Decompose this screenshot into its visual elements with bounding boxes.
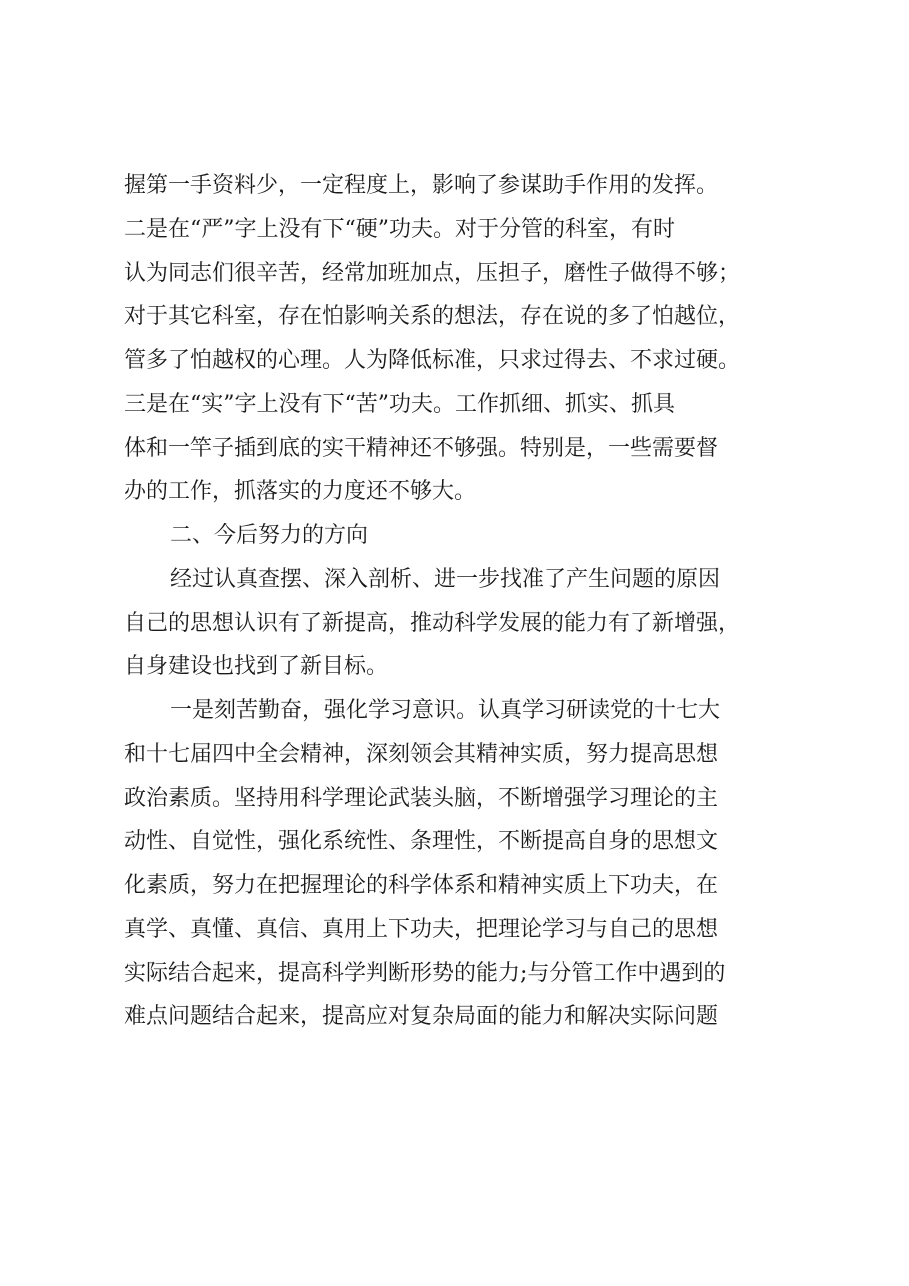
body-text — [124, 164, 804, 1039]
section-heading: 二、今后努力的方向 — [170, 523, 369, 548]
text-line: 和十七届四中全会精神，深刻领会其精神实质，努力提高思想 — [124, 741, 719, 767]
text-line: 体和一竿子插到底的实干精神还不够强。特别是，一些需要督 — [124, 435, 719, 461]
text-line: 管多了怕越权的心理。人为降低标准，只求过得去、不求过硬。 — [124, 348, 741, 373]
text-line: 难点问题结合起来，提高应对复杂局面的能力和解决实际问题 — [124, 1004, 719, 1030]
text-line: 自身建设也找到了新目标。 — [124, 654, 389, 680]
text-line: 自己的思想认识有了新提高，推动科学发展的能力有了新增强， — [124, 610, 741, 636]
paragraph-start: 一是刻苦勤奋，强化学习意识。认真学习研读党的十七大 — [170, 698, 721, 723]
paragraph-start: 经过认真查摆、深入剖析、进一步找准了产生问题的原因 — [170, 566, 721, 592]
text-line: 对于其它科室，存在怕影响关系的想法，存在说的多了怕越位， — [124, 304, 741, 330]
text-line: 握第一手资料少，一定程度上，影响了参谋助手作用的发挥。 — [124, 173, 719, 198]
text-line: 动性、自觉性，强化系统性、条理性，不断提高自身的思想文 — [124, 829, 719, 855]
text-line: 办的工作，抓落实的力度还不够大。 — [124, 479, 477, 505]
text-line: 实际结合起来，提高科学判断形势的能力;与分管工作中遇到的 — [124, 960, 726, 986]
text-line: 政治素质。坚持用科学理论武装头脑，不断增强学习理论的主 — [124, 785, 719, 811]
text-line: 化素质，努力在把握理论的科学体系和精神实质上下功夫，在 — [124, 873, 719, 898]
text-line: 三是在“实”字上没有下“苦”功夫。工作抓细、抓实、抓具 — [124, 391, 675, 417]
text-line: 认为同志们很辛苦，经常加班加点，压担子，磨性子做得不够； — [124, 260, 741, 286]
text-line: 真学、真懂、真信、真用上下功夫，把理论学习与自己的思想 — [124, 916, 719, 942]
text-line: 二是在“严”字上没有下“硬”功夫。对于分管的科室，有时 — [124, 216, 675, 242]
